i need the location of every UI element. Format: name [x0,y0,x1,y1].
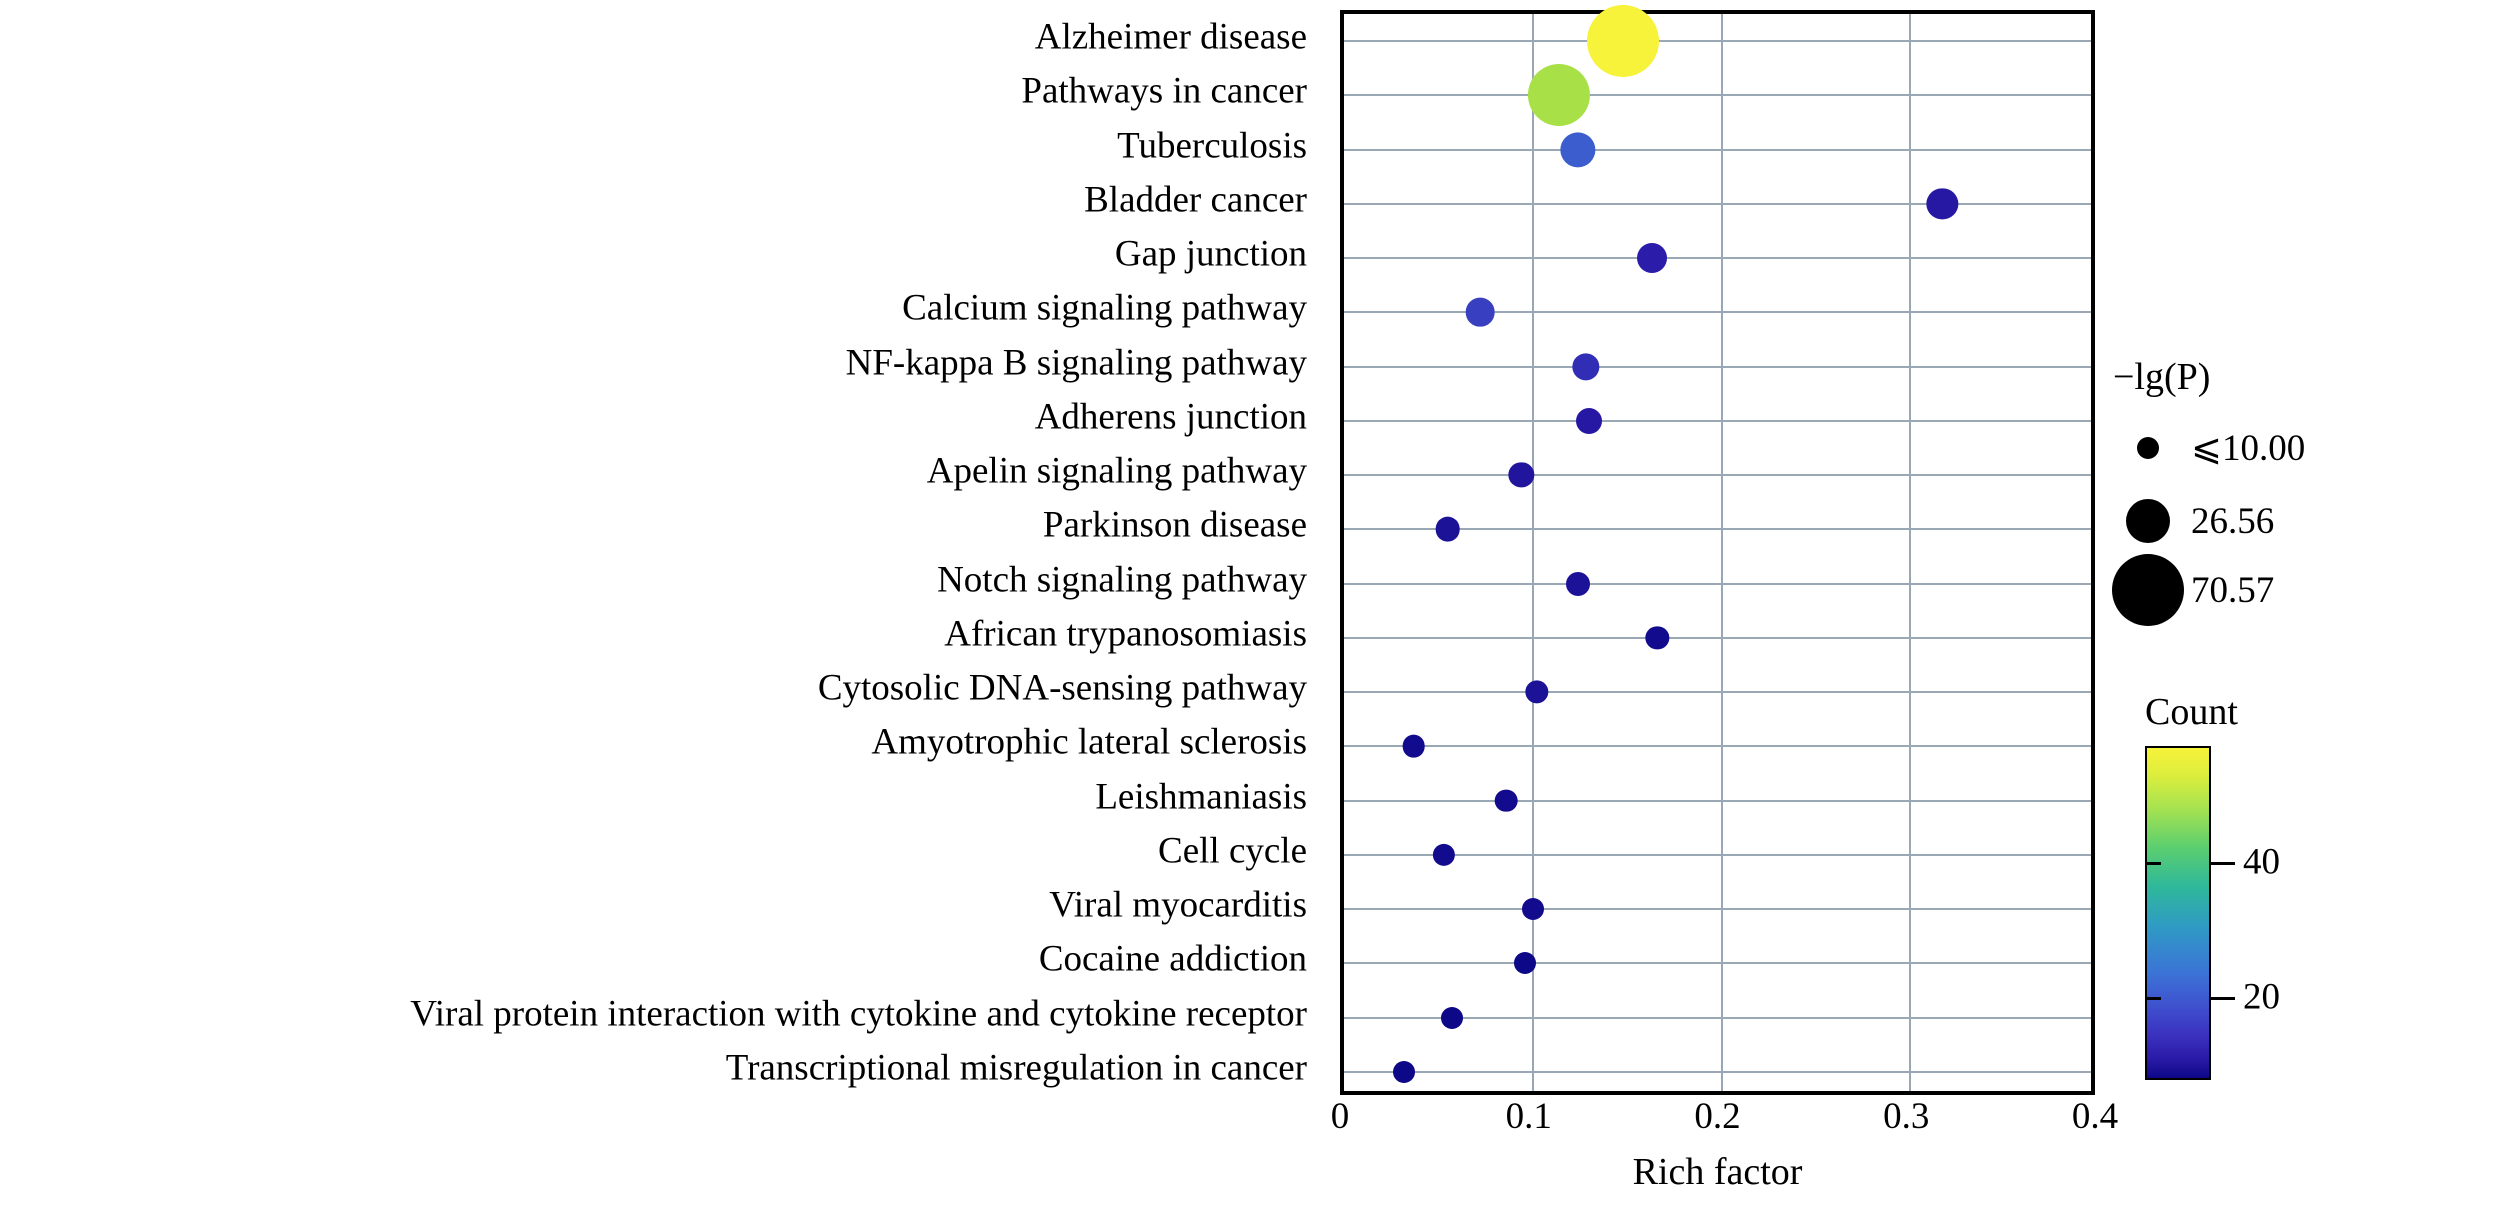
size-legend-entry [2105,483,2405,559]
color-bar-tick [2209,862,2235,865]
y-axis-label: NF-kappa B signaling pathway [845,342,1307,384]
y-axis-label: Cytosolic DNA-sensing pathway [817,667,1307,709]
grid-line-vertical [1721,14,1723,1091]
grid-line-horizontal [1344,583,2091,585]
y-axis-label: Leishmaniasis [1095,776,1307,818]
grid-line-horizontal [1344,94,2091,96]
data-point [1441,1007,1463,1029]
grid-line-horizontal [1344,311,2091,313]
size-legend-entry [2105,559,2405,621]
grid-line-horizontal [1344,366,2091,368]
data-point [1525,680,1548,703]
y-axis-label: Pathways in cancer [1021,70,1307,112]
size-legend-marker [2105,437,2191,459]
grid-line-horizontal [1344,637,2091,639]
x-axis-title: Rich factor [1632,1151,1803,1193]
data-point [1587,5,1659,77]
data-point [1495,789,1518,812]
data-point [1509,462,1534,487]
grid-line-horizontal [1344,691,2091,693]
color-bar-tick [2209,997,2235,1000]
grid-line-horizontal [1344,420,2091,422]
data-point [1528,64,1590,126]
color-legend-title: Count [2145,691,2238,733]
size-legend-title: −lg(P) [2113,356,2211,398]
size-legend-entry [2105,413,2405,483]
x-axis-tick-label: 0.3 [1883,1096,1930,1137]
x-axis-tick-label: 0 [1330,1096,1350,1137]
y-axis-label: Transcriptional misregulation in cancer [725,1047,1307,1089]
y-axis-label: Tuberculosis [1117,125,1307,167]
data-point [1514,952,1536,974]
grid-line-vertical [1909,14,1911,1091]
size-legend-marker [2105,554,2191,626]
legend-dot-icon [2112,554,2184,626]
color-bar-tick-label: 40 [2243,841,2280,883]
y-axis-label: Amyotrophic lateral sclerosis [871,721,1307,763]
y-axis-label: Cocaine addiction [1038,938,1307,980]
data-point [1435,517,1460,542]
grid-line-horizontal [1344,908,2091,910]
legend-dot-icon [2126,499,2170,543]
x-axis-tick-label: 0.1 [1505,1096,1552,1137]
data-point [1576,408,1602,434]
grid-line-horizontal [1344,1071,2091,1073]
y-axis-label: Parkinson disease [1042,504,1307,546]
plot-area [1340,10,2095,1095]
color-bar [2145,746,2280,1080]
grid-line-horizontal [1344,962,2091,964]
y-axis-label: Adherens junction [1034,396,1307,438]
data-point [1466,298,1495,327]
data-point [1560,132,1595,167]
grid-line-horizontal [1344,854,2091,856]
y-axis-label: Cell cycle [1158,830,1307,872]
y-axis-label: Notch signaling pathway [937,559,1307,601]
y-axis-label: Viral myocarditis [1049,884,1307,926]
grid-line-horizontal [1344,40,2091,42]
x-axis-tick-label: 0.2 [1694,1096,1741,1137]
grid-line-horizontal [1344,257,2091,259]
data-point [1522,898,1544,920]
y-axis-label: Gap junction [1114,233,1307,275]
y-axis-label: Bladder cancer [1084,179,1307,221]
size-legend-label: 26.56 [2191,500,2275,542]
grid-line-horizontal [1344,149,2091,151]
size-legend-label: ⩽10.00 [2191,428,2306,469]
color-bar-tick-inner [2147,997,2161,1000]
data-point [1393,1061,1415,1083]
grid-line-horizontal [1344,745,2091,747]
size-legend-entries [2105,413,2405,621]
y-axis-label: Apelin signaling pathway [926,450,1307,492]
y-axis-label: Alzheimer disease [1034,16,1307,58]
data-point [1927,188,1958,219]
color-bar-tick-label: 20 [2243,976,2280,1018]
grid-line-horizontal [1344,800,2091,802]
color-bar-tick-inner [2147,862,2161,865]
data-point [1433,844,1455,866]
y-axis-label: Calcium signaling pathway [902,287,1307,329]
data-point [1566,572,1590,596]
y-axis-label: Viral protein interaction with cytokine and cytokine receptor [410,993,1307,1035]
grid-line-horizontal [1344,203,2091,205]
size-legend-label: 70.57 [2191,569,2275,611]
grid-line-vertical [1532,14,1534,1091]
data-point [1637,243,1667,273]
color-legend [2105,690,2435,1080]
y-axis-labels [0,10,1325,1095]
size-legend [2105,355,2405,621]
grid-line-horizontal [1344,474,2091,476]
legend-dot-icon [2137,437,2159,459]
x-axis-tick-label: 0.4 [2071,1096,2119,1137]
data-point [1572,353,1599,380]
data-point [1403,735,1426,758]
data-point [1646,626,1669,649]
size-legend-marker [2105,499,2191,543]
y-axis-label: African trypanosomiasis [944,613,1307,655]
